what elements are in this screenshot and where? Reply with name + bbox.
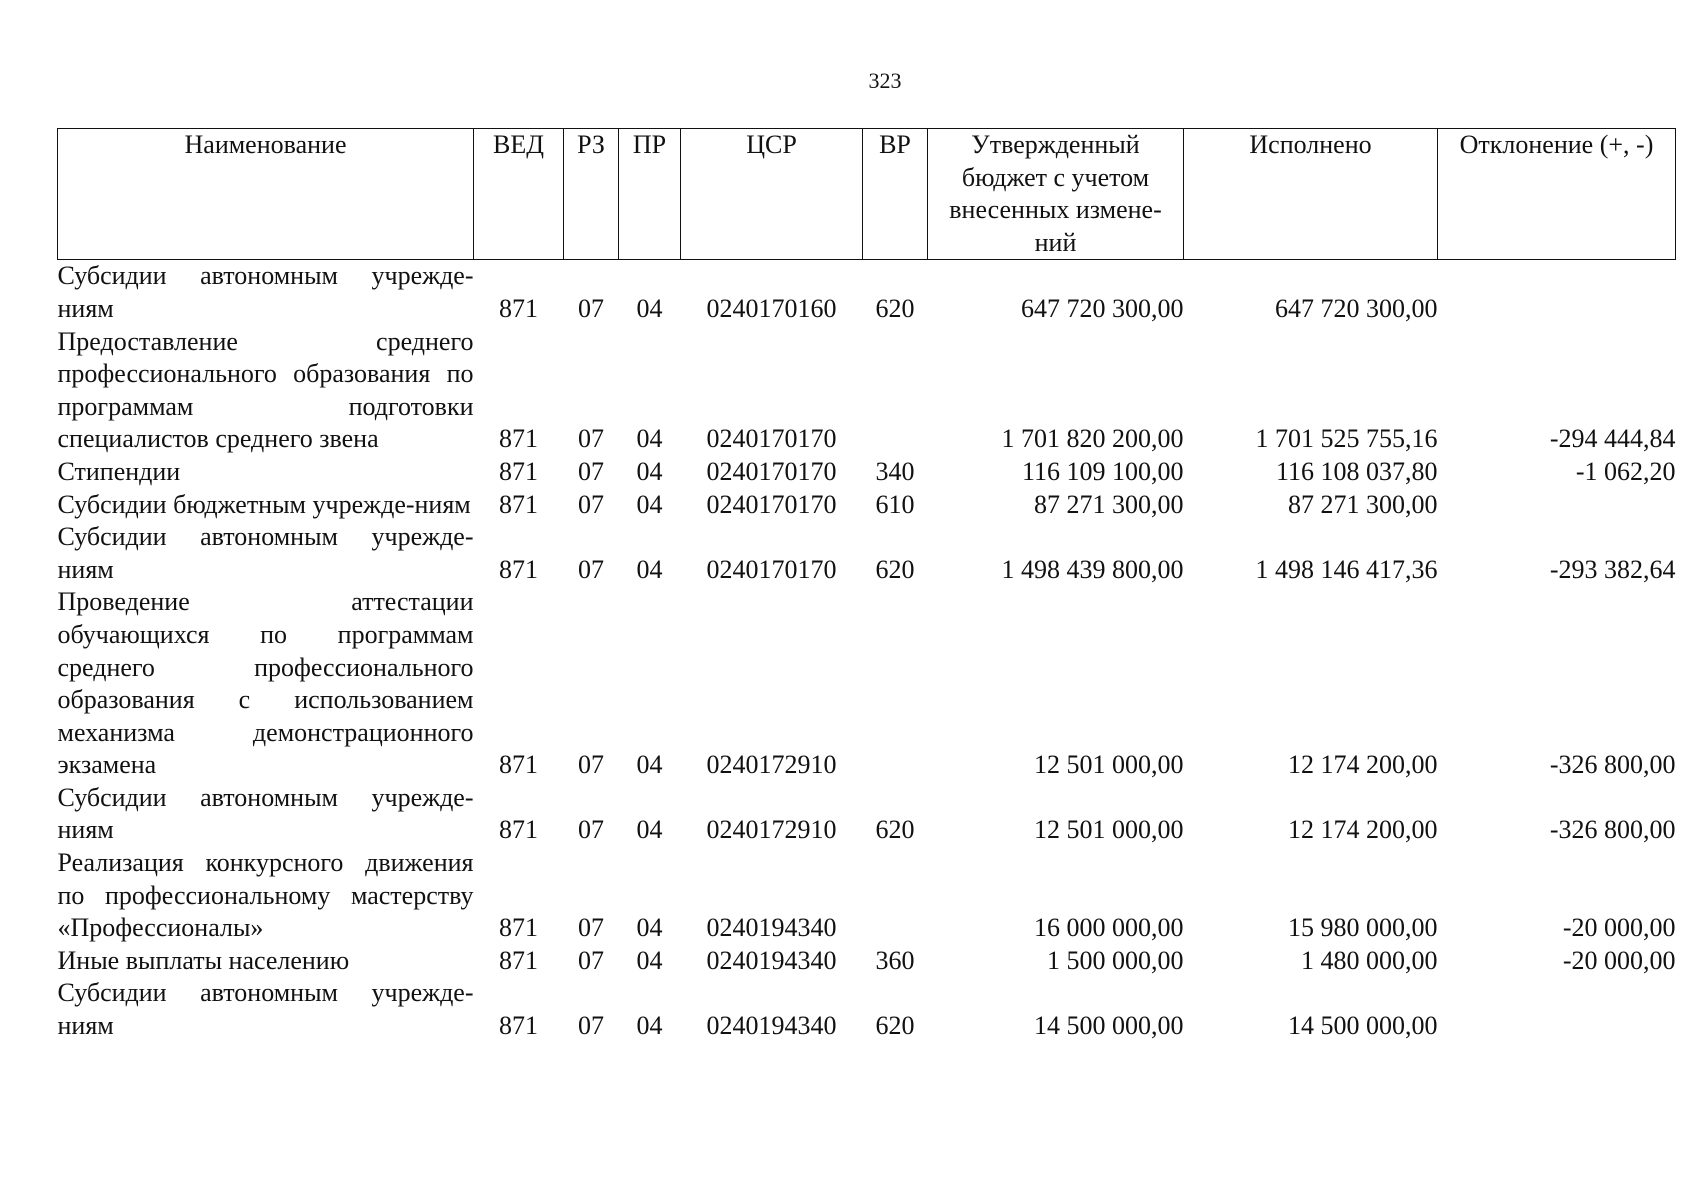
row-deviation: -20 000,00 [1562,913,1676,943]
row-ved: 871 [499,489,538,519]
row-name: Субсидии автономным учрежде-ниям [57,978,474,1041]
row-rz: 07 [578,945,604,975]
row-rz: 07 [578,750,604,780]
row-pr: 04 [636,424,663,454]
budget-execution-table [57,128,1676,1043]
row-executed: 116 108 037,80 [1275,456,1438,486]
row-name: Реализация конкурсного движения по профессиональному мастерству «Профессионалы» [57,848,474,943]
row-ved: 871 [499,293,538,323]
row-rz: 07 [578,815,604,845]
row-csr: 0240170170 [706,456,837,486]
page-number: 323 [868,68,902,93]
table-row [58,977,1676,1042]
row-name: Субсидии автономным учрежде-ниям [57,261,474,323]
row-pr: 04 [636,554,663,584]
header-name: Наименование [58,129,474,260]
row-vr: 340 [875,456,915,486]
row-approved: 87 271 300,00 [1034,489,1184,519]
row-vr [863,847,928,945]
row-deviation: -20 000,00 [1562,945,1676,975]
header-approved-budget: Утвержденный бюджет с учетом внесенных измене-ний [928,129,1184,260]
row-csr: 0240170170 [706,554,837,584]
table-row [58,782,1676,847]
row-executed: 647 720 300,00 [1275,293,1438,323]
header-executed: Исполнено [1184,129,1438,260]
row-approved: 1 498 439 800,00 [1001,554,1184,584]
row-vr: 620 [875,815,915,845]
header-csr: ЦСР [681,129,863,260]
row-deviation: -1 062,20 [1575,456,1676,486]
row-ved: 871 [499,1011,538,1041]
row-csr: 0240170170 [706,489,837,519]
row-approved: 16 000 000,00 [1034,913,1184,943]
table-row [58,847,1676,945]
row-approved: 1 500 000,00 [1047,945,1184,975]
row-vr: 620 [875,1011,915,1041]
row-approved: 14 500 000,00 [1034,1011,1184,1041]
row-rz: 07 [578,489,604,519]
row-pr: 04 [636,489,663,519]
row-vr [863,326,928,456]
row-deviation: -293 382,64 [1549,554,1676,584]
row-deviation: -326 800,00 [1549,750,1676,780]
row-pr: 04 [636,293,663,323]
row-ved: 871 [499,913,538,943]
row-pr: 04 [636,750,663,780]
row-rz: 07 [578,913,604,943]
table-row [58,456,1676,489]
row-ved: 871 [499,750,538,780]
row-csr: 0240194340 [706,1011,837,1041]
header-ved: ВЕД [474,129,564,260]
row-rz: 07 [578,456,604,486]
row-approved: 12 501 000,00 [1034,815,1184,845]
row-executed: 12 174 200,00 [1288,750,1438,780]
table-row [58,586,1676,782]
table-row [58,945,1676,978]
row-name: Предоставление среднего профессионального образования по программам подготовки специалистов среднего звена [57,326,474,454]
row-deviation [1438,489,1676,522]
row-name: Субсидии автономным учрежде-ниям [57,522,474,584]
table-body [58,260,1676,1043]
row-executed: 1 480 000,00 [1301,945,1438,975]
row-rz: 07 [578,554,604,584]
row-name: Субсидии бюджетным учрежде-ниям [57,489,471,519]
header-rz: РЗ [564,129,619,260]
row-executed: 14 500 000,00 [1288,1011,1438,1041]
row-approved: 12 501 000,00 [1034,750,1184,780]
row-ved: 871 [499,456,538,486]
row-vr [863,586,928,782]
row-executed: 12 174 200,00 [1288,815,1438,845]
row-approved: 116 109 100,00 [1021,456,1184,486]
table-row [58,489,1676,522]
row-vr: 360 [875,945,915,975]
table-header-row [58,129,1676,260]
row-csr: 0240170170 [706,424,837,454]
row-name: Субсидии автономным учрежде-ниям [57,782,474,845]
row-ved: 871 [499,424,538,454]
header-deviation: Отклонение (+, -) [1438,129,1676,260]
row-executed: 1 701 525 755,16 [1255,424,1438,454]
row-csr: 0240170160 [706,293,837,323]
row-vr: 610 [875,489,915,519]
row-rz: 07 [578,424,604,454]
row-vr: 620 [875,554,915,584]
row-executed: 1 498 146 417,36 [1255,554,1438,584]
row-pr: 04 [636,1011,663,1041]
header-vr: ВР [863,129,928,260]
row-approved: 647 720 300,00 [1021,293,1184,323]
row-name: Иные выплаты населению [57,945,350,975]
row-executed: 87 271 300,00 [1288,489,1438,519]
row-csr: 0240194340 [706,945,837,975]
row-deviation: -326 800,00 [1549,815,1676,845]
row-approved: 1 701 820 200,00 [1001,424,1184,454]
row-executed: 15 980 000,00 [1288,913,1438,943]
row-csr: 0240194340 [706,913,837,943]
row-csr: 0240172910 [706,815,837,845]
row-deviation [1438,977,1676,1042]
row-deviation [1438,260,1676,326]
table-row [58,326,1676,456]
row-pr: 04 [636,456,663,486]
row-rz: 07 [578,293,604,323]
row-name: Стипендии [57,456,181,486]
table-row [58,260,1676,326]
row-rz: 07 [578,1011,604,1041]
row-deviation: -294 444,84 [1549,424,1676,454]
row-ved: 871 [499,945,538,975]
row-pr: 04 [636,913,663,943]
row-pr: 04 [636,945,663,975]
row-name: Проведение аттестации обучающихся по программам среднего профессионального образования с использованием механизма демонстрационного экзамена [57,587,474,780]
row-ved: 871 [499,815,538,845]
row-vr: 620 [875,293,915,323]
row-ved: 871 [499,554,538,584]
row-csr: 0240172910 [706,750,837,780]
header-pr: ПР [619,129,681,260]
row-pr: 04 [636,815,663,845]
table-row [58,521,1676,586]
